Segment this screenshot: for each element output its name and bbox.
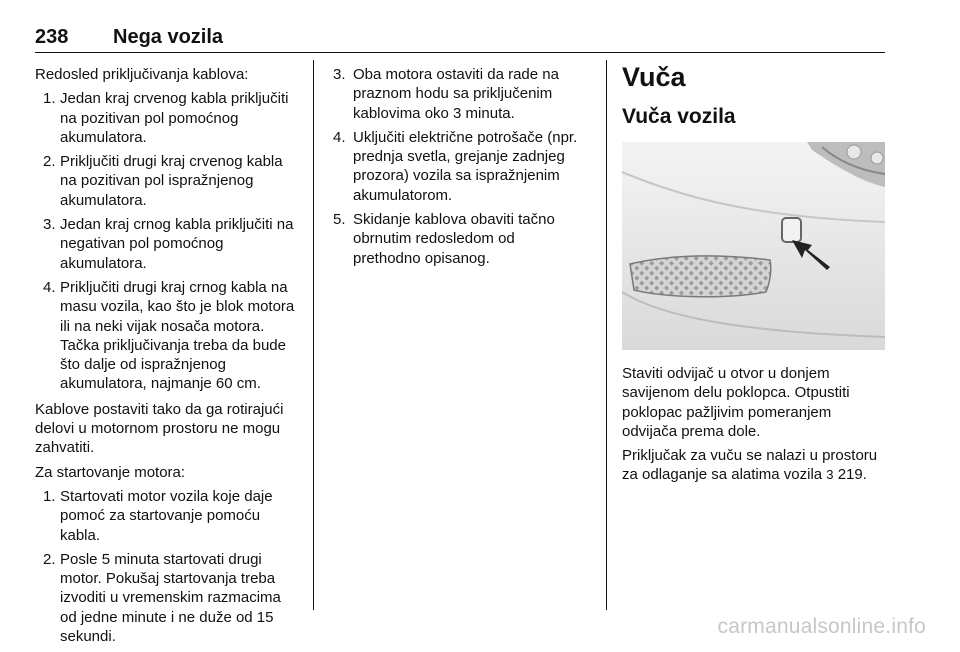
- cable-order-steps: [35, 89, 300, 393]
- watermark: carmanualsonline.info: [717, 615, 926, 638]
- start-intro: Za startovanje motora:: [35, 463, 186, 481]
- cable-order-intro: Redosled priključivanja kablova:: [35, 66, 249, 83]
- list-item: 1. Jedan kraj crvenog kabla priključiti na pozitivan pol pomoćnog akumulatora.: [43, 90, 289, 146]
- bumper-tow-cover-image: [622, 142, 885, 350]
- list-item: 3. Oba motora ostaviti da rade na praznom hodu sa priključenim kablovima oko 3 minuta.: [333, 66, 559, 122]
- list-item: 1. Startovati motor vozila koje daje pomoć za startovanje pomoću kabla.: [43, 487, 273, 544]
- cable-placement-note: Kablove postaviti tako da ga rotirajući delovi u motornom prostoru ne mogu zahvatiti.: [35, 400, 284, 457]
- towing-heading: Vuča: [622, 62, 686, 92]
- column-1: [35, 65, 300, 652]
- page-header: [35, 22, 885, 53]
- continued-steps: [333, 65, 578, 268]
- remove-cover-instructions: Staviti odvijač u otvor u donjem savijenom delu poklopca. Otpustiti poklopac pažljivim pomeranjem odvijača prema dole.: [622, 365, 850, 440]
- list-item: 2. Posle 5 minuta startovati drugi motor. Pokušaj startovanja treba izvoditi u vremenskim razmacima od jedne minute i ne duže od 15 sekundi.: [43, 550, 281, 646]
- cross-reference-page[interactable]: 219.: [837, 466, 867, 484]
- column-divider-1: [313, 60, 314, 610]
- cross-reference-icon: 3: [826, 467, 834, 483]
- column-2: [333, 65, 578, 274]
- list-item: 4. Priključiti drugi kraj crnog kabla na masu vozila, kao što je blok motora ili na neki vijak nosača motora. Tačka priključivanja treba da bude što dalje od ispražnjenog akumulatora, najmanje 60 cm.: [43, 278, 295, 393]
- list-item: 5. Skidanje kablova obaviti tačno obrnutim redosledom od prethodno opisanog.: [333, 211, 555, 267]
- list-item: 2. Priključiti drugi kraj crvenog kabla na pozitivan pol ispražnjenog akumulatora.: [43, 153, 283, 209]
- start-steps: [35, 487, 300, 646]
- column-3: [622, 62, 885, 490]
- page-number: 238: [35, 26, 69, 48]
- tow-eye-location: Priključak za vuču se nalazi u prostoru za odlaganje sa alatima vozila 3 219.: [622, 447, 878, 484]
- list-item: 3. Jedan kraj crnog kabla priključiti na negativan pol pomoćnog akumulatora.: [43, 216, 294, 272]
- section-title: Nega vozila: [113, 26, 224, 48]
- towing-subheading: Vuča vozila: [622, 105, 736, 128]
- column-divider-2: [606, 60, 607, 610]
- list-item: 4. Uključiti električne potrošače (npr. prednja svetla, grejanje zadnjeg prozora) vozila sa ispražnjenim akumulatorom.: [333, 128, 578, 204]
